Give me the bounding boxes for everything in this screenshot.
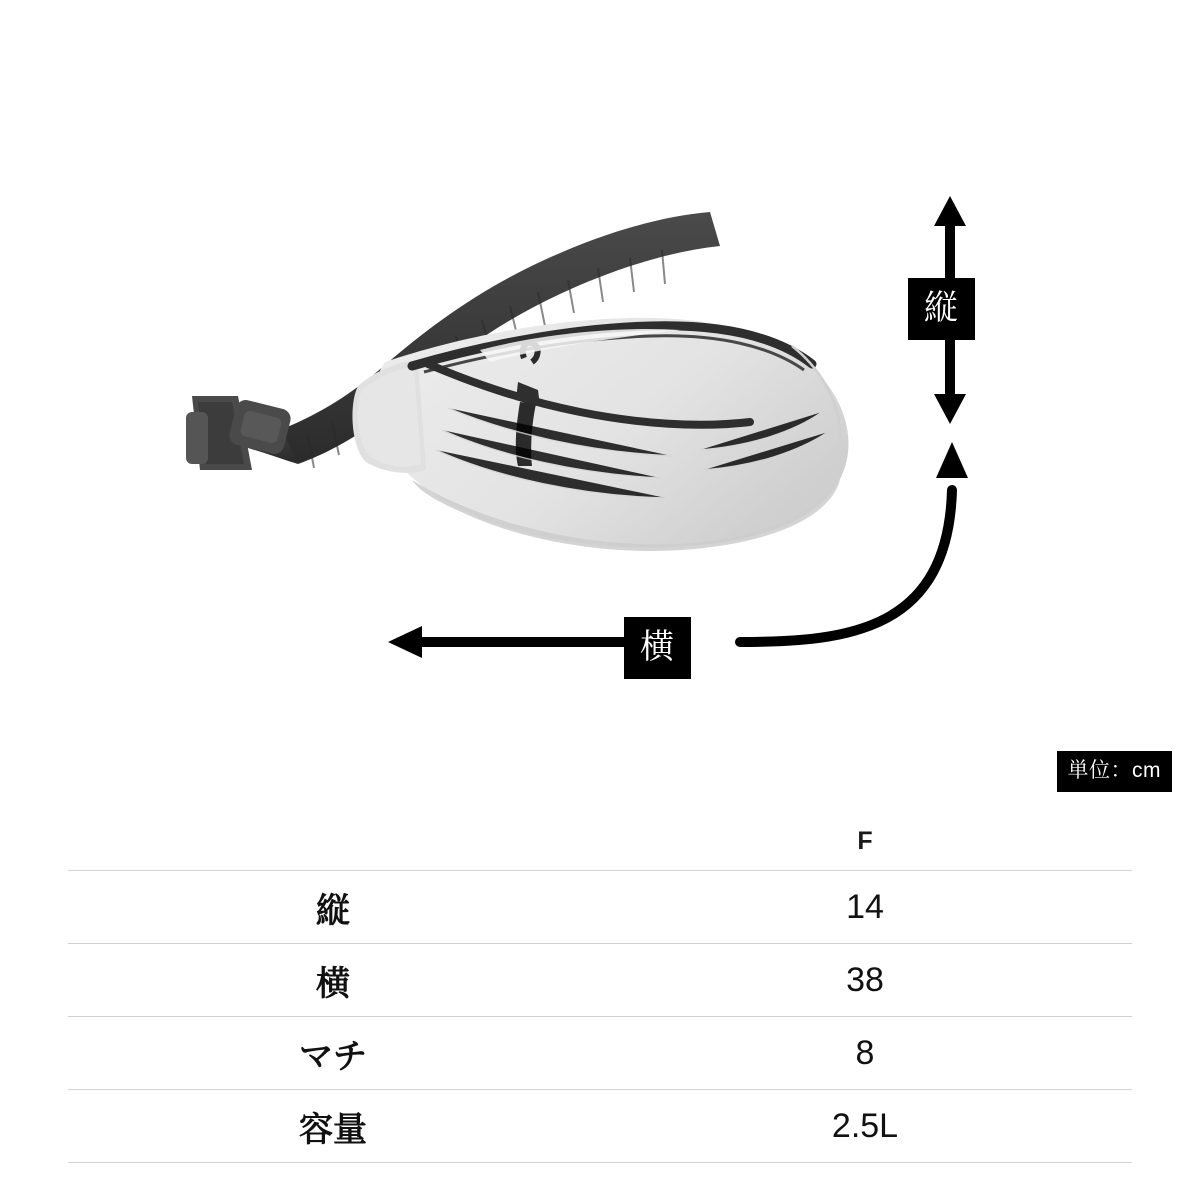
table-row xyxy=(68,944,1132,1017)
row-value-gusset: 8 xyxy=(598,1017,1132,1090)
height-dimension-label: 縦 xyxy=(908,278,975,340)
width-dimension-arrow xyxy=(382,615,632,669)
table-header-blank xyxy=(68,812,598,871)
row-label-capacity: 容量 xyxy=(68,1090,598,1163)
row-value-width: 38 xyxy=(598,944,1132,1017)
table-row xyxy=(68,1090,1132,1163)
row-value-capacity: 2.5L xyxy=(598,1090,1132,1163)
row-label-width: 横 xyxy=(68,944,598,1017)
unit-badge: 単位：cm xyxy=(1057,751,1173,792)
table-row xyxy=(68,871,1132,944)
table-header-size-f: F xyxy=(598,812,1132,871)
table-row xyxy=(68,1017,1132,1090)
table-header-row xyxy=(68,812,1132,871)
size-spec-table xyxy=(68,812,1132,1163)
width-dimension-label: 横 xyxy=(624,617,691,679)
width-curved-arrow xyxy=(730,430,980,655)
row-label-height: 縦 xyxy=(68,871,598,944)
row-value-height: 14 xyxy=(598,871,1132,944)
row-label-gusset: マチ xyxy=(68,1017,598,1090)
